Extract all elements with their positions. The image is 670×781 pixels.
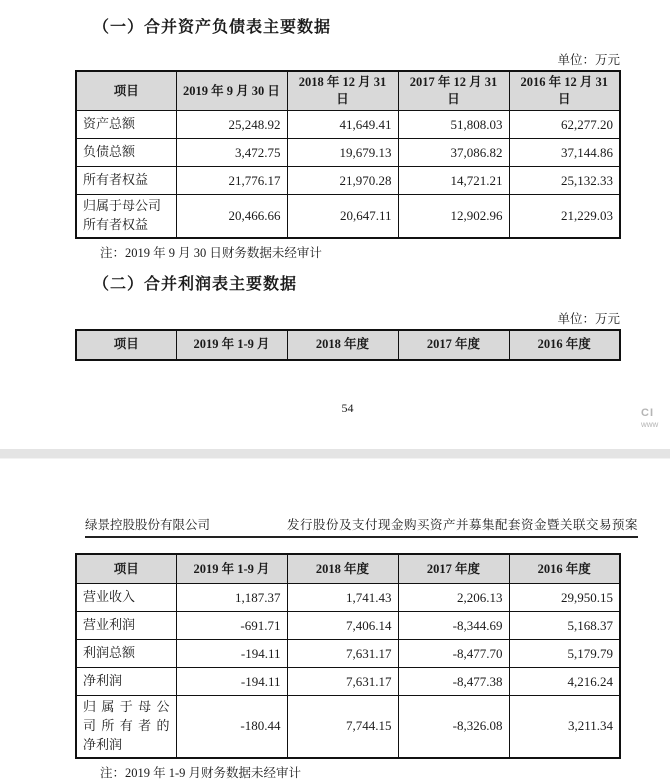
- row-label: 归属于母公司所有者权益: [76, 195, 176, 238]
- cell-value: 7,631.17: [287, 668, 398, 696]
- table-row: [76, 195, 620, 238]
- table-header-row: [76, 554, 620, 584]
- cell-value: 62,277.20: [509, 111, 620, 139]
- table-row: [76, 584, 620, 612]
- cell-value: 37,086.82: [398, 139, 509, 167]
- table-row: [76, 111, 620, 139]
- cell-value: -691.71: [176, 612, 287, 640]
- row-label: [76, 696, 176, 758]
- cell-value: -8,344.69: [398, 612, 509, 640]
- cell-value: -194.11: [176, 668, 287, 696]
- table-row: [76, 612, 620, 640]
- cell-value: 1,187.37: [176, 584, 287, 612]
- cell-value: 7,744.15: [287, 696, 398, 758]
- unit-label: 单位：万元: [557, 53, 620, 67]
- column-header: 2019 年 9 月 30 日: [176, 71, 287, 111]
- cell-value: 20,466.66: [176, 195, 287, 238]
- page-number: 54: [341, 400, 354, 415]
- column-header: 2019 年 1-9 月: [176, 330, 287, 360]
- column-header: 项目: [76, 554, 176, 584]
- cell-value: 41,649.41: [287, 111, 398, 139]
- cell-value: 20,647.11: [287, 195, 398, 238]
- cell-value: 19,679.13: [287, 139, 398, 167]
- balance-sheet-table: [75, 70, 621, 239]
- income-statement-header-table: [75, 329, 621, 361]
- column-header: 2016 年度: [509, 330, 620, 360]
- watermark-text: CI: [641, 407, 654, 419]
- row-label-line: 净利润: [83, 736, 123, 752]
- running-header: [85, 515, 638, 538]
- cell-value: 4,216.24: [509, 668, 620, 696]
- column-header: 2017 年度: [398, 554, 509, 584]
- unit-label: 单位：万元: [557, 311, 620, 326]
- cell-value: -194.11: [176, 640, 287, 668]
- column-header: 项目: [76, 71, 176, 111]
- column-header: 项目: [76, 330, 176, 360]
- row-label: 利润总额: [76, 640, 176, 668]
- cell-value: 29,950.15: [509, 584, 620, 612]
- cell-value: 21,776.17: [176, 167, 287, 195]
- table-row: [76, 696, 620, 758]
- page-55: [0, 515, 670, 781]
- row-label: 负债总额: [76, 139, 176, 167]
- note: 注：2019 年 9 月 30 日财务数据未经审计: [100, 245, 322, 260]
- row-label: 净利润: [76, 668, 176, 696]
- column-header: 2016 年 12 月 31 日: [509, 71, 620, 111]
- column-header: 2017 年度: [398, 330, 509, 360]
- table-row: [76, 640, 620, 668]
- watermark-url: www: [641, 419, 659, 429]
- table-header-row: [76, 71, 620, 111]
- row-label: 所有者权益: [76, 167, 176, 195]
- company-name: 绿景控股股份有限公司: [85, 518, 211, 532]
- column-header: 2018 年度: [287, 554, 398, 584]
- cell-value: 1,741.43: [287, 584, 398, 612]
- row-label: 营业收入: [76, 584, 176, 612]
- income-statement-table: [75, 553, 621, 759]
- table-row: [76, 668, 620, 696]
- cell-value: 7,631.17: [287, 640, 398, 668]
- cell-value: 3,472.75: [176, 139, 287, 167]
- cell-value: 37,144.86: [509, 139, 620, 167]
- table-header-row: [76, 330, 620, 360]
- cell-value: 7,406.14: [287, 612, 398, 640]
- section1-title: （一）合并资产负债表主要数据: [93, 19, 332, 36]
- row-label: 营业利润: [76, 612, 176, 640]
- note: 注：2019 年 1-9 月财务数据未经审计: [100, 765, 302, 780]
- cell-value: 25,132.33: [509, 167, 620, 195]
- cell-value: 14,721.21: [398, 167, 509, 195]
- document-title: 发行股份及支付现金购买资产并募集配套资金暨关联交易预案: [286, 518, 638, 532]
- page-separator: [0, 449, 670, 459]
- cell-value: 51,808.03: [398, 111, 509, 139]
- table-row: [76, 139, 620, 167]
- column-header: 2018 年度: [287, 330, 398, 360]
- cell-value: 25,248.92: [176, 111, 287, 139]
- cell-value: -8,477.38: [398, 668, 509, 696]
- section2-title: （二）合并利润表主要数据: [93, 275, 298, 293]
- column-header: 2017 年 12 月 31 日: [398, 71, 509, 111]
- cell-value: 2,206.13: [398, 584, 509, 612]
- cell-value: 5,179.79: [509, 640, 620, 668]
- column-header: 2016 年度: [509, 554, 620, 584]
- cell-value: 21,970.28: [287, 167, 398, 195]
- cell-value: -8,326.08: [398, 696, 509, 758]
- row-label-line: 司所有者的: [83, 717, 170, 733]
- table-row: [76, 167, 620, 195]
- column-header: 2019 年 1-9 月: [176, 554, 287, 584]
- cell-value: 12,902.96: [398, 195, 509, 238]
- cell-value: 21,229.03: [509, 195, 620, 238]
- column-header: 2018 年 12 月 31 日: [287, 71, 398, 111]
- row-label-line: 归属于母公: [83, 699, 170, 714]
- row-label: 资产总额: [76, 111, 176, 139]
- watermark-logo: [641, 407, 670, 429]
- cell-value: 3,211.34: [509, 696, 620, 758]
- cell-value: 5,168.37: [509, 612, 620, 640]
- cell-value: -8,477.70: [398, 640, 509, 668]
- cell-value: -180.44: [176, 696, 287, 758]
